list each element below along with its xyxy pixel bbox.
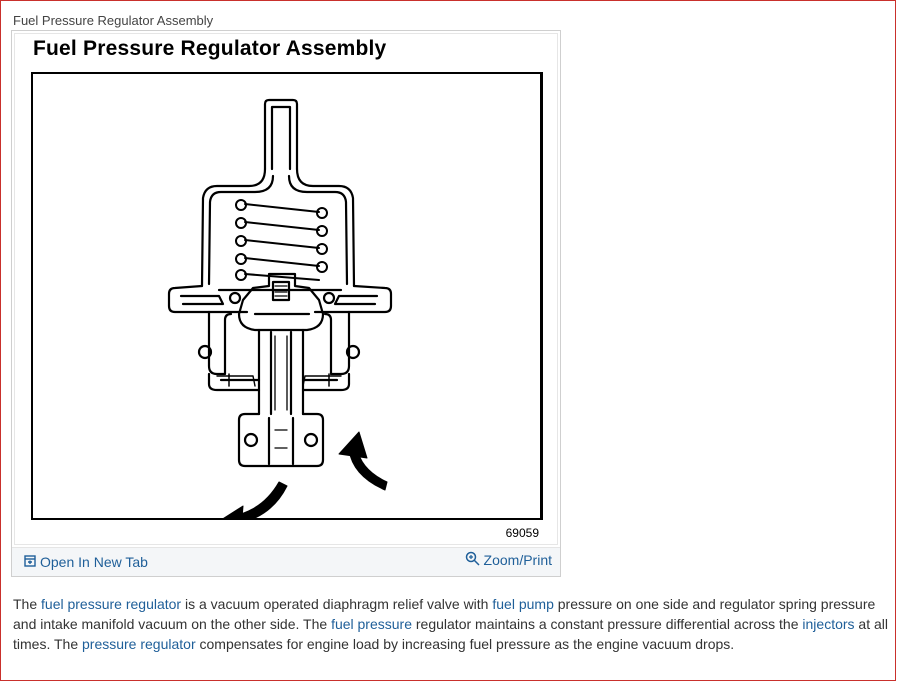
description-text: compensates for engine load by increasing fuel pressure as the engine vacuum drops. — [195, 636, 735, 652]
link-pressure-regulator[interactable]: pressure regulator — [82, 636, 196, 652]
link-fuel-pump[interactable]: fuel pump — [492, 596, 554, 612]
description-text: is a vacuum operated diaphragm relief valve with — [181, 596, 493, 612]
open-in-new-tab-icon — [24, 554, 36, 570]
figure-image[interactable] — [14, 33, 558, 545]
figure-number: 69059 — [505, 526, 539, 540]
figure-card — [11, 30, 561, 577]
open-in-new-tab-label: Open In New Tab — [40, 554, 148, 570]
link-injectors[interactable]: injectors — [802, 616, 855, 632]
figure-title: Fuel Pressure Regulator Assembly — [33, 37, 387, 60]
zoom-print-label: Zoom/Print — [483, 552, 552, 568]
description-text: The — [13, 596, 42, 612]
description-text: at all times. The — [13, 616, 889, 652]
diagram-frame — [31, 72, 543, 520]
zoom-icon — [465, 551, 480, 569]
link-fuel-pressure[interactable]: fuel pressure — [331, 616, 412, 632]
zoom-print-link[interactable] — [465, 551, 552, 569]
figure-footer — [12, 547, 560, 576]
description-paragraph — [13, 594, 891, 654]
link-fuel-pressure-regulator[interactable]: fuel pressure regulator — [41, 596, 182, 612]
open-in-new-tab-link[interactable] — [24, 554, 148, 570]
description-text: pressure on one side and regulator spring pressure and intake manifold vacuum on the other side. The — [13, 596, 876, 632]
figure-caption: Fuel Pressure Regulator Assembly — [13, 13, 214, 28]
description-text: regulator maintains a constant pressure differential across the — [412, 616, 803, 632]
fuel-pressure-regulator-diagram — [33, 74, 540, 518]
